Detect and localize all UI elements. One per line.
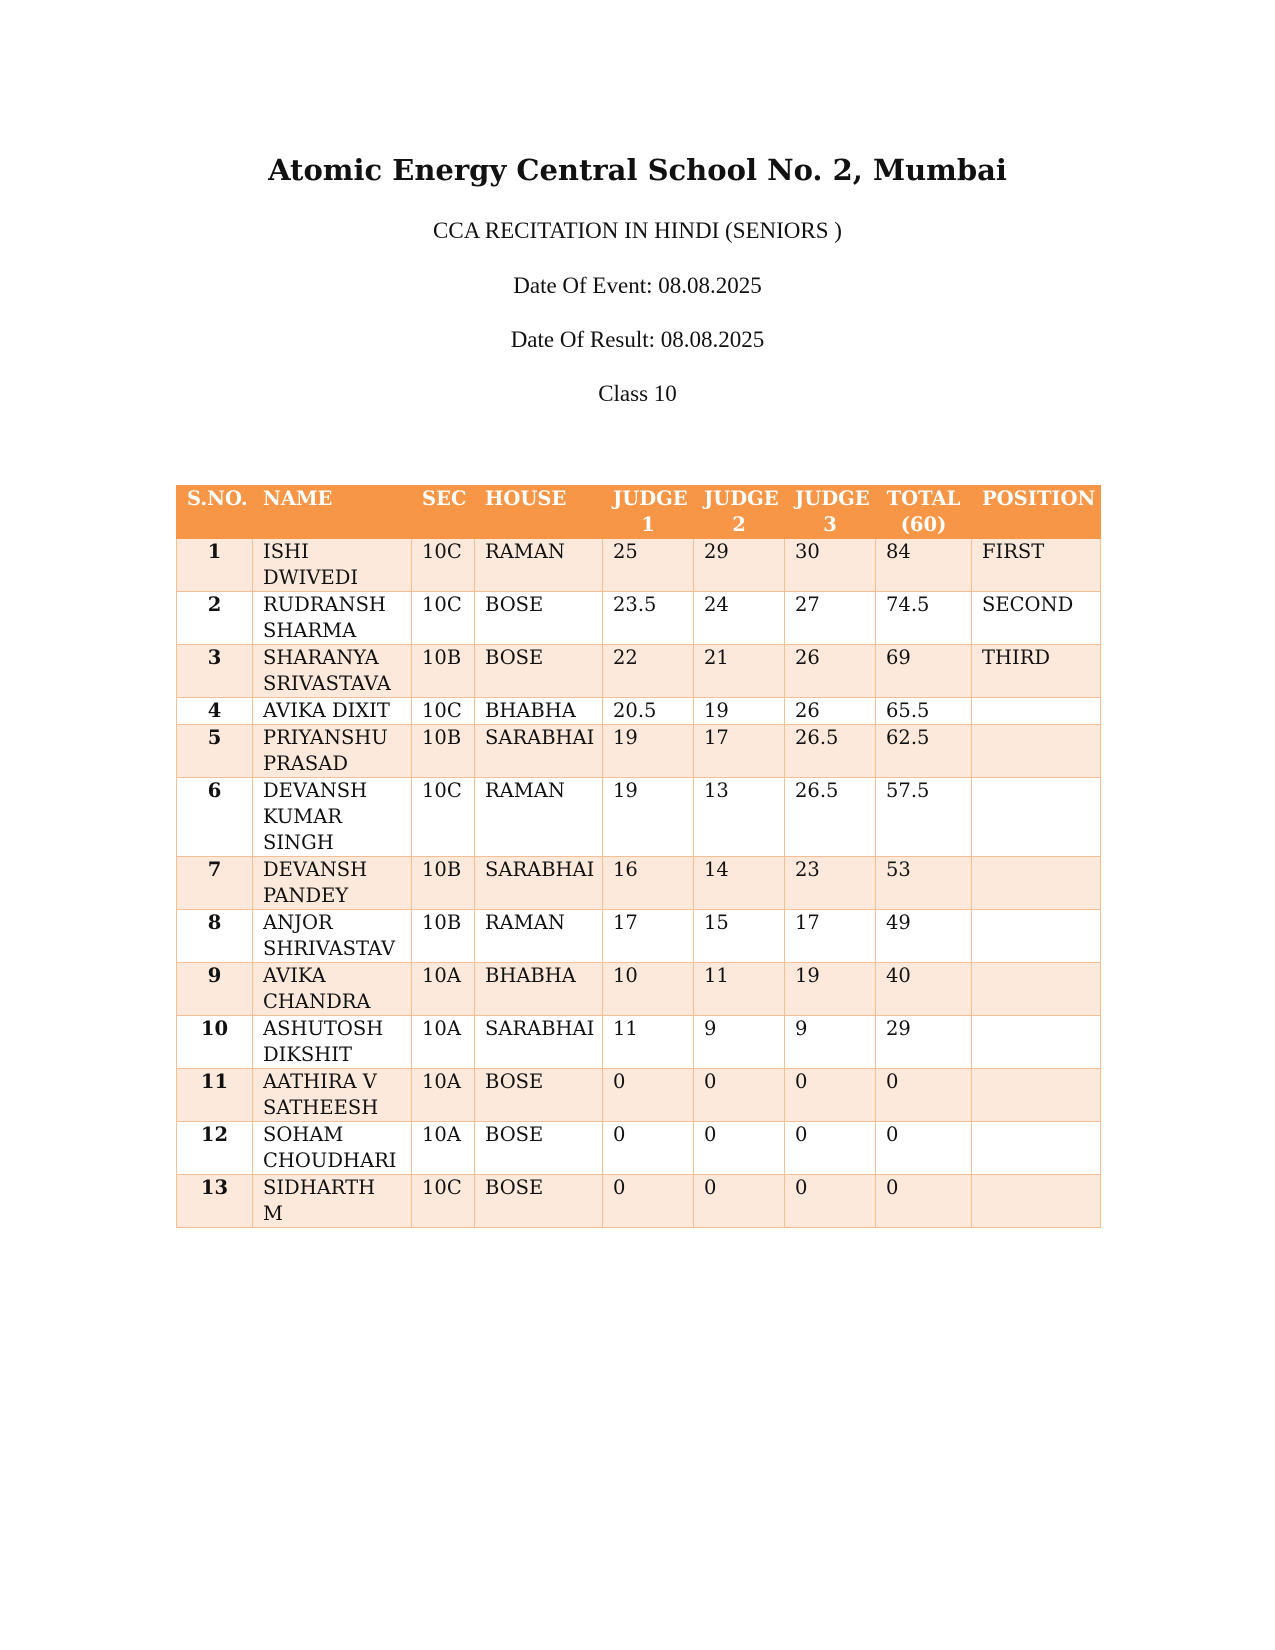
- cell-judge-2: 29: [694, 539, 785, 592]
- cell-judge-1: 10: [603, 963, 694, 1016]
- cell-position: [972, 910, 1101, 963]
- cell-judge-3: 26.5: [785, 778, 876, 857]
- table-row: [177, 857, 1101, 910]
- cell-total: 57.5: [876, 778, 972, 857]
- table-row: [177, 725, 1101, 778]
- cell-name: ISHI DWIVEDI: [253, 539, 412, 592]
- cell-judge-2: 17: [694, 725, 785, 778]
- cell-sec: 10B: [412, 725, 475, 778]
- cell-judge-2: 0: [694, 1122, 785, 1175]
- cell-position: [972, 963, 1101, 1016]
- cell-total: 40: [876, 963, 972, 1016]
- cell-name: ANJOR SHRIVASTAV: [253, 910, 412, 963]
- cell-sno: 2: [177, 592, 253, 645]
- cell-house: RAMAN: [475, 910, 603, 963]
- cell-house: BHABHA: [475, 963, 603, 1016]
- cell-house: BOSE: [475, 645, 603, 698]
- cell-judge-1: 19: [603, 778, 694, 857]
- cell-sno: 7: [177, 857, 253, 910]
- cell-sno: 4: [177, 698, 253, 725]
- cell-judge-2: 21: [694, 645, 785, 698]
- cell-sno: 11: [177, 1069, 253, 1122]
- cell-house: SARABHAI: [475, 857, 603, 910]
- cell-judge-3: 30: [785, 539, 876, 592]
- cell-judge-1: 22: [603, 645, 694, 698]
- cell-sno: 5: [177, 725, 253, 778]
- event-name: CCA RECITATION IN HINDI (SENIORS ): [433, 218, 842, 243]
- cell-name: SIDHARTH M: [253, 1175, 412, 1228]
- cell-sec: 10B: [412, 645, 475, 698]
- cell-position: [972, 725, 1101, 778]
- col-header-sec: SEC: [412, 486, 475, 539]
- cell-judge-1: 17: [603, 910, 694, 963]
- cell-total: 74.5: [876, 592, 972, 645]
- cell-total: 0: [876, 1122, 972, 1175]
- cell-sno: 1: [177, 539, 253, 592]
- cell-sec: 10A: [412, 1122, 475, 1175]
- col-header-name: NAME: [253, 486, 412, 539]
- cell-judge-2: 14: [694, 857, 785, 910]
- cell-position: [972, 1069, 1101, 1122]
- cell-judge-3: 0: [785, 1122, 876, 1175]
- cell-judge-1: 16: [603, 857, 694, 910]
- cell-total: 65.5: [876, 698, 972, 725]
- cell-house: BOSE: [475, 1069, 603, 1122]
- table-row: [177, 778, 1101, 857]
- results-table: [176, 485, 1101, 1228]
- cell-position: [972, 857, 1101, 910]
- cell-total: 62.5: [876, 725, 972, 778]
- cell-total: 49: [876, 910, 972, 963]
- cell-judge-3: 27: [785, 592, 876, 645]
- col-header-total: TOTAL (60): [876, 486, 972, 539]
- cell-sno: 9: [177, 963, 253, 1016]
- cell-name: DEVANSH PANDEY: [253, 857, 412, 910]
- cell-total: 69: [876, 645, 972, 698]
- cell-sno: 10: [177, 1016, 253, 1069]
- cell-judge-2: 11: [694, 963, 785, 1016]
- cell-judge-2: 13: [694, 778, 785, 857]
- cell-judge-1: 0: [603, 1069, 694, 1122]
- cell-total: 84: [876, 539, 972, 592]
- date-of-result: Date Of Result: 08.08.2025: [510, 327, 765, 352]
- cell-position: SECOND: [972, 592, 1101, 645]
- cell-house: BOSE: [475, 1175, 603, 1228]
- table-row: [177, 1122, 1101, 1175]
- cell-judge-3: 23: [785, 857, 876, 910]
- cell-judge-2: 0: [694, 1069, 785, 1122]
- cell-position: [972, 1016, 1101, 1069]
- cell-name: AVIKA DIXIT: [253, 698, 412, 725]
- cell-judge-1: 25: [603, 539, 694, 592]
- col-header-house: HOUSE: [475, 486, 603, 539]
- cell-total: 29: [876, 1016, 972, 1069]
- cell-sec: 10A: [412, 1016, 475, 1069]
- cell-position: [972, 1122, 1101, 1175]
- cell-sec: 10A: [412, 963, 475, 1016]
- cell-judge-3: 26: [785, 698, 876, 725]
- col-header-judge-3: JUDGE 3: [785, 486, 876, 539]
- cell-sec: 10C: [412, 539, 475, 592]
- cell-house: RAMAN: [475, 778, 603, 857]
- cell-house: BOSE: [475, 592, 603, 645]
- class-label: Class 10: [598, 381, 677, 406]
- cell-judge-2: 0: [694, 1175, 785, 1228]
- table-row: [177, 1069, 1101, 1122]
- table-body: [177, 539, 1101, 1228]
- col-header-judge-2: JUDGE 2: [694, 486, 785, 539]
- cell-position: [972, 778, 1101, 857]
- cell-position: [972, 1175, 1101, 1228]
- cell-name: SOHAM CHOUDHARI: [253, 1122, 412, 1175]
- cell-judge-2: 24: [694, 592, 785, 645]
- table-row: [177, 645, 1101, 698]
- cell-total: 0: [876, 1069, 972, 1122]
- table-row: [177, 1016, 1101, 1069]
- cell-judge-2: 19: [694, 698, 785, 725]
- cell-judge-1: 20.5: [603, 698, 694, 725]
- cell-house: BOSE: [475, 1122, 603, 1175]
- table-row: [177, 963, 1101, 1016]
- cell-sec: 10C: [412, 698, 475, 725]
- cell-sec: 10C: [412, 592, 475, 645]
- cell-judge-1: 0: [603, 1122, 694, 1175]
- cell-sec: 10B: [412, 910, 475, 963]
- cell-judge-3: 26.5: [785, 725, 876, 778]
- cell-position: THIRD: [972, 645, 1101, 698]
- cell-name: AATHIRA V SATHEESH: [253, 1069, 412, 1122]
- cell-judge-3: 0: [785, 1069, 876, 1122]
- cell-name: ASHUTOSH DIKSHIT: [253, 1016, 412, 1069]
- cell-name: AVIKA CHANDRA: [253, 963, 412, 1016]
- table-row: [177, 592, 1101, 645]
- cell-judge-1: 19: [603, 725, 694, 778]
- date-of-event: Date Of Event: 08.08.2025: [513, 273, 762, 298]
- cell-sec: 10A: [412, 1069, 475, 1122]
- cell-name: SHARANYA SRIVASTAVA: [253, 645, 412, 698]
- cell-house: BHABHA: [475, 698, 603, 725]
- cell-sno: 6: [177, 778, 253, 857]
- cell-judge-1: 0: [603, 1175, 694, 1228]
- cell-judge-3: 19: [785, 963, 876, 1016]
- cell-total: 0: [876, 1175, 972, 1228]
- table-row: [177, 910, 1101, 963]
- cell-sec: 10B: [412, 857, 475, 910]
- cell-judge-1: 11: [603, 1016, 694, 1069]
- col-header-judge-1: JUDGE 1: [603, 486, 694, 539]
- cell-house: SARABHAI: [475, 725, 603, 778]
- cell-sno: 3: [177, 645, 253, 698]
- cell-sno: 13: [177, 1175, 253, 1228]
- table-header: [177, 486, 1101, 539]
- table-row: [177, 539, 1101, 592]
- header-row: [177, 486, 1101, 539]
- cell-judge-3: 9: [785, 1016, 876, 1069]
- col-header-position: POSITION: [972, 486, 1101, 539]
- cell-total: 53: [876, 857, 972, 910]
- cell-sec: 10C: [412, 778, 475, 857]
- table-row: [177, 698, 1101, 725]
- cell-position: [972, 698, 1101, 725]
- cell-house: SARABHAI: [475, 1016, 603, 1069]
- cell-judge-2: 9: [694, 1016, 785, 1069]
- cell-sno: 12: [177, 1122, 253, 1175]
- cell-judge-3: 0: [785, 1175, 876, 1228]
- cell-sno: 8: [177, 910, 253, 963]
- cell-judge-1: 23.5: [603, 592, 694, 645]
- col-header-sno: S.NO.: [177, 486, 253, 539]
- cell-name: RUDRANSH SHARMA: [253, 592, 412, 645]
- cell-position: FIRST: [972, 539, 1101, 592]
- cell-name: PRIYANSHU PRASAD: [253, 725, 412, 778]
- cell-judge-3: 26: [785, 645, 876, 698]
- cell-house: RAMAN: [475, 539, 603, 592]
- cell-name: DEVANSH KUMAR SINGH: [253, 778, 412, 857]
- cell-sec: 10C: [412, 1175, 475, 1228]
- table-row: [177, 1175, 1101, 1228]
- cell-judge-2: 15: [694, 910, 785, 963]
- cell-judge-3: 17: [785, 910, 876, 963]
- school-title: Atomic Energy Central School No. 2, Mumbai: [268, 153, 1007, 187]
